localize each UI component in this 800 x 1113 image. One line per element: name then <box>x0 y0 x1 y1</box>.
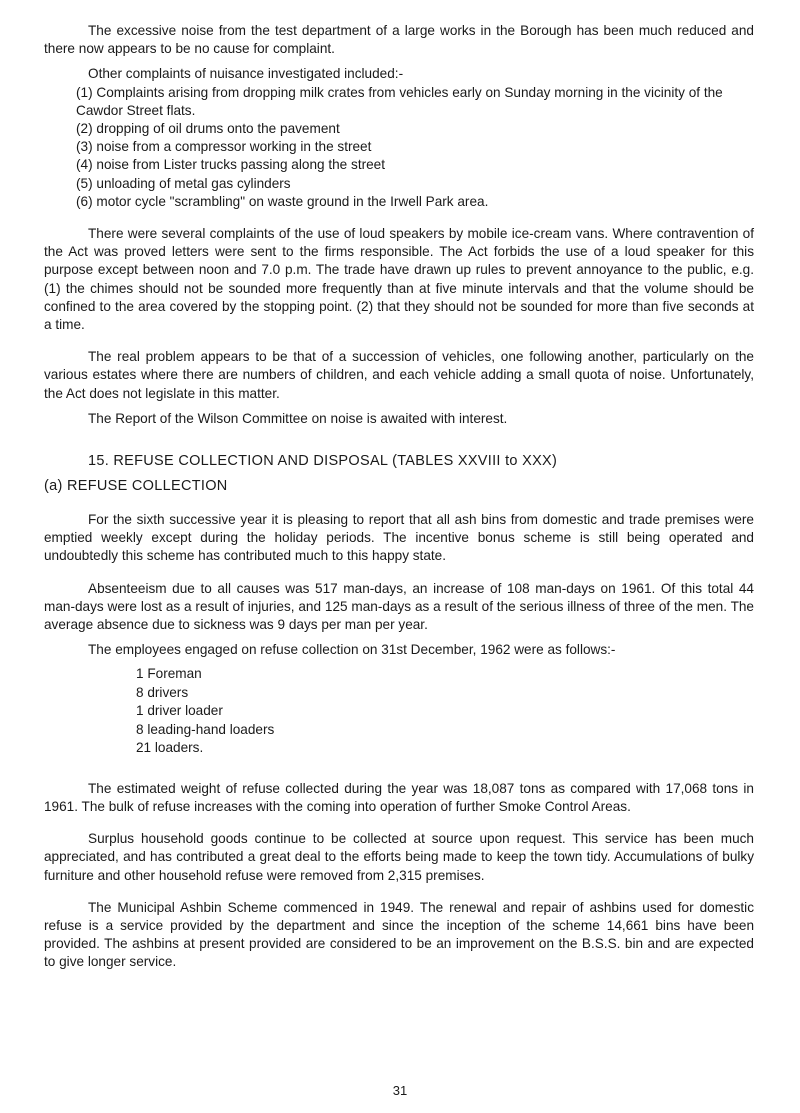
list-item: (6) motor cycle "scrambling" on waste ground in the Irwell Park area. <box>76 193 489 209</box>
list-item: 8 leading-hand loaders <box>136 721 275 737</box>
page-number: 31 <box>392 1083 408 1098</box>
complaints-list <box>44 84 754 211</box>
paragraph-wilson-committee: The Report of the Wilson Committee on noise is awaited with interest. <box>88 410 508 426</box>
list-item: (1) Complaints arising from dropping milk crates from vehicles early on Sunday morning in the vicinity of the Cawdor Street flats. <box>76 84 723 118</box>
list-item: 1 driver loader <box>136 703 223 719</box>
section-subheading: (a) REFUSE COLLECTION <box>44 478 228 495</box>
list-item: 21 loaders. <box>136 740 204 756</box>
list-item: (5) unloading of metal gas cylinders <box>76 175 291 191</box>
paragraph-ice-cream-vans: There were several complaints of the use of loud speakers by mobile ice-cream vans. Where contravention of the Act was proved letters were sent to the firms responsible. The Act forbids the use of a loud speaker for this purpose except between noon and 7.0 p.m. The trade have drawn up rules to prevent annoyance to the public, e.g. (1) the chimes should not be sounded more frequently than at five minute intervals and that the volume should be confined to the area covered by the stopping point. (2) that they should not be sounded for more than five seconds at a time. <box>44 226 754 333</box>
paragraph-refuse-weight: The estimated weight of refuse collected during the year was 18,087 tons as compared with 17,068 tons in 1961. The bulk of refuse increases with the coming into operation of further Smoke Control Areas. <box>44 780 754 814</box>
list-item: (2) dropping of oil drums onto the pavement <box>76 121 340 137</box>
paragraph-ashbin-scheme: The Municipal Ashbin Scheme commenced in 1949. The renewal and repair of ashbins used for domestic refuse is a service provided by the department and since the inception of the scheme 14,661 bins have been provided. The ashbins at present provided are considered to be an improvement on the B.S.S. bin and are expected to give longer service. <box>44 899 754 970</box>
paragraph-absenteeism: Absenteeism due to all causes was 517 man-days, an increase of 108 man-days on 1961. Of this total 44 man-days were lost as a result of injuries, and 125 man-days as a result of the serious illness of three of the men. The average absence due to sickness was 9 days per man per year. <box>44 580 754 632</box>
list-item: (4) noise from Lister trucks passing along the street <box>76 157 386 173</box>
section-heading: 15. REFUSE COLLECTION AND DISPOSAL (TABLES XXVIII to XXX) <box>88 453 558 470</box>
paragraph-surplus-goods: Surplus household goods continue to be collected at source upon request. This service has been much appreciated, and has contributed a great deal to the efforts being made to keep the town tidy. Accumulations of bulky furniture and other household refuse were removed from 2,315 premises. <box>44 831 754 883</box>
list-item: 1 Foreman <box>136 666 202 682</box>
paragraph-test-department-noise: The excessive noise from the test department of a large works in the Borough has been much reduced and there now appears to be no cause for complaint. <box>44 23 754 57</box>
list-item: (3) noise from a compressor working in the street <box>76 139 372 155</box>
paragraph-succession-of-vehicles: The real problem appears to be that of a succession of vehicles, one following another, particularly on the various estates where there are numbers of children, and each vehicle adding a small quota of noise. Unfortunately, the Act does not legislate in this matter. <box>44 349 754 401</box>
paragraph-employees-engaged: The employees engaged on refuse collection on 31st December, 1962 were as follows:- <box>88 642 616 658</box>
list-item: 8 drivers <box>136 684 189 700</box>
paragraph-other-complaints: Other complaints of nuisance investigated included:- <box>88 66 404 82</box>
staff-list <box>44 665 754 757</box>
paragraph-ash-bins-emptied: For the sixth successive year it is pleasing to report that all ash bins from domestic and trade premises were emptied weekly except during the holiday periods. The incentive bonus scheme is still being operated and undoubtedly this scheme has contributed much to this happy state. <box>44 511 754 564</box>
